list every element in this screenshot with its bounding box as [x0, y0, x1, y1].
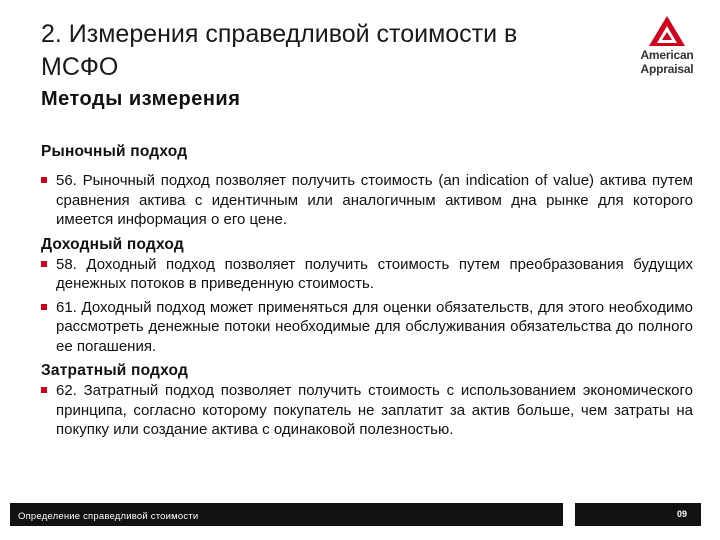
- slide-title: 2. Измерения справедливой стоимости в МСФО: [41, 20, 518, 81]
- american-appraisal-logo: [622, 14, 712, 94]
- slide-content: [41, 141, 693, 444]
- bullet-text: 58. Доходный подход позволяет получить стоимость путем преобразования будущих денежных потоков в приведенную стоимость.: [56, 255, 693, 292]
- bullet-square-icon: [41, 177, 47, 183]
- slide-subtitle: Методы измерения: [41, 88, 241, 110]
- section-heading-cost: Затратный подход: [41, 362, 189, 379]
- bullet-square-icon: [41, 387, 47, 393]
- footer-text: Определение справедливой стоимости: [18, 511, 199, 522]
- page-number: 09: [676, 509, 687, 519]
- bullet-item: [41, 298, 693, 357]
- bullet-item: [41, 171, 693, 230]
- logo-word-appraisal: Appraisal: [640, 62, 694, 76]
- bullet-text: 56. Рыночный подход позволяет получить стоимость (an indication of value) актива путем сравнения актива с идентичным или аналогичным активом дна рынке для которого имеется информация о его цене.: [56, 172, 693, 228]
- page-number-box: [575, 503, 701, 526]
- footer-bar: [10, 503, 563, 526]
- logo-word-american: American: [640, 48, 694, 62]
- bullet-text: 62. Затратный подход позволяет получить стоимость с использованием экономического принципа, согласно которому покупатель не заплатит за актив больше, чем затраты на покупку или создание актива с одинаковой полезностью.: [56, 382, 693, 438]
- bullet-item: [41, 255, 693, 294]
- bullet-item: [41, 381, 693, 440]
- section-heading-income: Доходный подход: [41, 235, 184, 253]
- bullet-square-icon: [41, 261, 47, 267]
- triangle-logo-icon: [647, 14, 687, 48]
- bullet-square-icon: [41, 304, 47, 310]
- bullet-text: 61. Доходный подход может применяться для оценки обязательств, для этого необходимо рассмотреть денежные потоки необходимые для обслуживания обязательства до полного ее погашения.: [56, 298, 693, 355]
- section-heading-market: Рыночный подход: [41, 143, 188, 160]
